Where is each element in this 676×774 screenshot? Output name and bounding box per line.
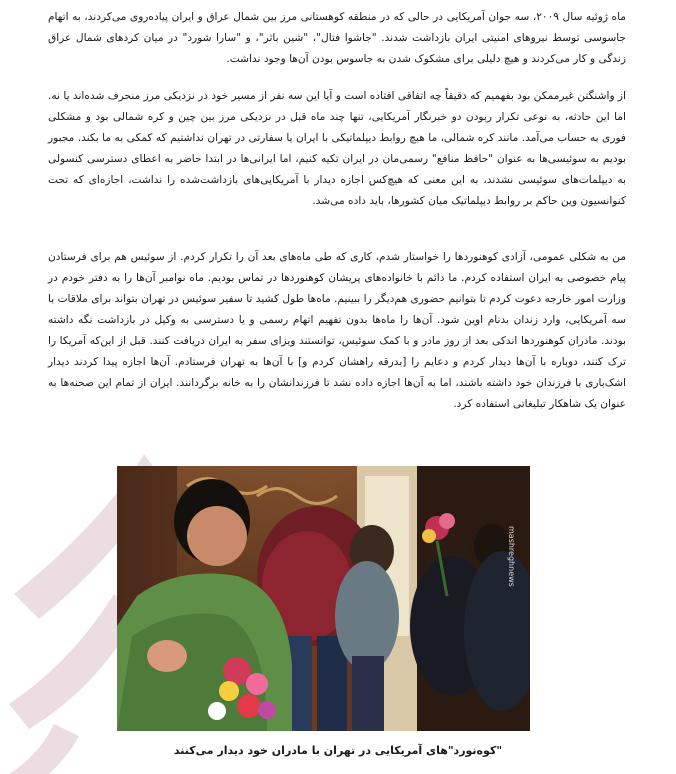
paragraph-1: ماه ژوئیه سال ۲۰۰۹، سه جوان آمریکایی در حالی که در منطقه کوهستانی مرز بین شمال عراق و ایران پیاده‌روی می‌کردند، به اتهام جاسوسی توسط نیروهای امنیتی ایران بازداشت شدند. "جاشوا فتال"، "شین باثر"، و "سارا شورد" در میان کردهای شمال عراق زندگی و کار می‌کردند و هیچ دلیلی برای مشکوک شدن به جاسوس بودن آن‌ها وجود نداشت. [48,11,626,65]
photo-caption: "کوه‌نورد"های آمریکایی در تهران با مادران خود دیدار می‌کنند [173,744,503,757]
photo-illustration [117,466,530,731]
paragraph-3: من به شکلی عمومی، آزادی کوهنوردها را خواستار شدم، کاری که طی ماه‌های بعد آن را تکرار کردم. از سوئیس هم برای فرستادن پیام خصوصی به ایران استفاده کردم. ما دائم با خانواده‌های پریشان کوهنوردها در تماس بودیم. ماه نوامبر آن‌ها را به دفتر خودم در وزارت امور خارجه دعوت کردم تا بتوانیم حضوری هم‌دیگر را ببینیم. ماه‌ها طول کشید تا سفیر سوئیس در تهران بتواند برای ملاقات با سه آمریکایی، وارد زندان بدنام اوین شود. آن‌ها را ماه‌ها بدون تفهیم اتهام رسمی و یا دسترسی به وکیل در بازداشت نگه داشته بودند. مادران کوهنوردها اندکی بعد از روز مادر و با کمک سوئیس، توانستند ویزای سفر به ایران دریافت کنند. قبل از این‌که آمریکا را ترک کنند، دوباره با آن‌ها دیدار کردم و دعایم را [بدرقه راهشان کردم و] با آن‌ها به تهران فرستادم. آن‌ها اجازه پیدا کردند دیدار اشک‌باری با فرزندان خود داشته باشند، اما به آن‌ها اجازه داده نشد تا فرزندانشان را به خانه برگردانند. ایران از تمام این صحنه‌ها به عنوان یک شاهکار تبلیغاتی استفاده کرد. [48,251,626,410]
news-photo [117,466,530,731]
paragraph-2: از واشنگتن غیرممکن بود بفهمیم که دقیقاً چه اتفاقی افتاده است و آیا این سه نفر از مسیر خود در نزدیکی مرز منحرف شده‌اند یا نه. اما این حادثه، به نوعی تکرار ربودن دو خبرنگار آمریکایی، تنها چند ماه قبل در نزدیکی مرز بین چین و کره شمالی بود و مشکلی فوری به حساب می‌آمد. مانند کره شمالی، ما هیچ روابط دیپلماتیکی با ایران یا سفارتی در تهران نداشتیم که کمکی به ما بکند. مجبور بودیم به سوئیسی‌ها به عنوان "حافظ منافع" رسمی‌مان در ایران تکیه کنیم، اما ایرانی‌ها در ابتدا حاضر به اعطای دسترسی کنسولی به دیپلمات‌های سوئیسی نشدند، به این معنی که هیچ‌کس اجازه دیدار با آمریکایی‌های بازداشت‌شده را نداشت، اجازه‌ای که تحت کنوانسیون وین حاکم بر روابط دیپلماتیک میان کشورها، باید داده می‌شد. [48,90,626,207]
photo-watermark-text: mashreghnews [507,526,516,587]
